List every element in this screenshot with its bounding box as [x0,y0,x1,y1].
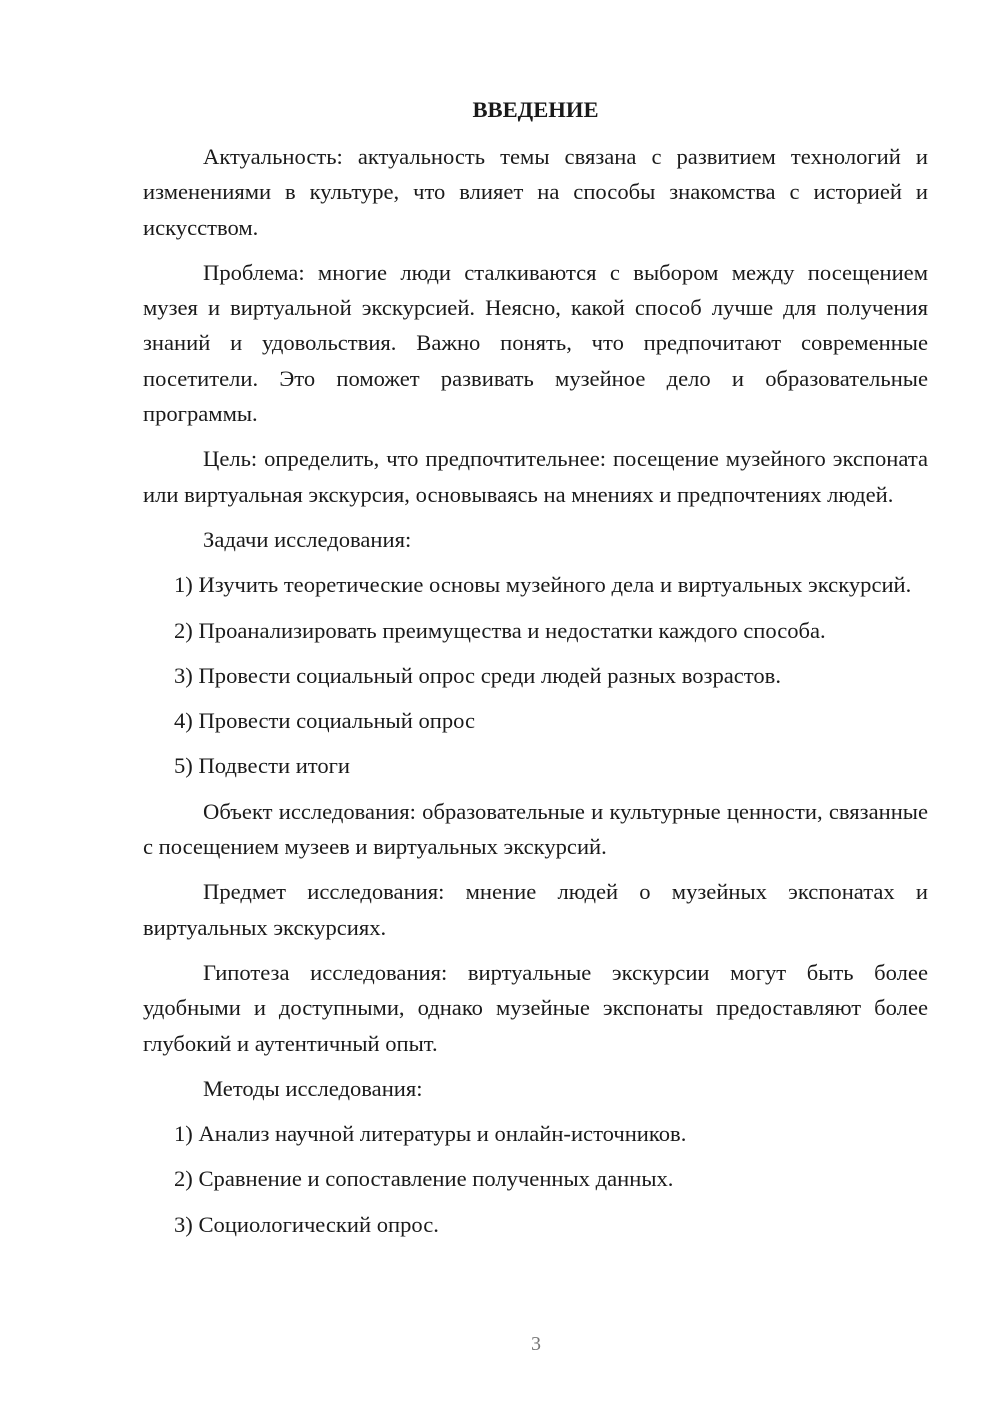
hypothesis-paragraph: Гипотеза исследования: виртуальные экскурсии могут быть более удобными и доступными, однако музейные экспонаты предоставляют более глубокий и аутентичный опыт. [143,959,928,1056]
tasks-heading: Задачи исследования: [203,526,412,552]
task-item: 4) Провести социальный опрос [174,708,476,734]
document-page [143,92,928,1252]
task-item: 3) Провести социальный опрос среди людей разных возрастов. [174,662,781,688]
problem-paragraph: Проблема: многие люди сталкиваются с выбором между посещением музея и виртуальной экскурсией. Неясно, какой способ лучше для получения знаний и удовольствия. Важно понять, что предпочитают современные посетители. Это поможет развивать музейное дело и образовательные программы. [143,259,928,427]
object-paragraph: Объект исследования: образовательные и культурные ценности, связанные с посещением музеев и виртуальных экскурсий. [143,798,928,860]
relevance-paragraph: Актуальность: актуальность темы связана с развитием технологий и изменениями в культуре, что влияет на способы знакомства с историей и искусством. [143,144,928,240]
method-item: 3) Социологический опрос. [174,1211,439,1237]
method-item: 2) Сравнение и сопоставление полученных данных. [174,1166,674,1192]
task-item: 1) Изучить теоретические основы музейного дела и виртуальных экскурсий. [174,572,912,598]
page-number: 3 [531,1333,541,1355]
task-item: 5) Подвести итоги [174,753,351,779]
methods-heading: Методы исследования: [203,1075,423,1101]
task-item: 2) Проанализировать преимущества и недостатки каждого способа. [174,617,826,643]
subject-paragraph: Предмет исследования: мнение людей о музейных экспонатах и виртуальных экскурсиях. [143,879,928,940]
method-item: 1) Анализ научной литературы и онлайн-источников. [174,1121,687,1147]
section-title: ВВЕДЕНИЕ [472,97,599,122]
goal-paragraph: Цель: определить, что предпочтительнее: посещение музейного экспоната или виртуальная экскурсия, основываясь на мнениях и предпочтениях людей. [143,446,928,507]
